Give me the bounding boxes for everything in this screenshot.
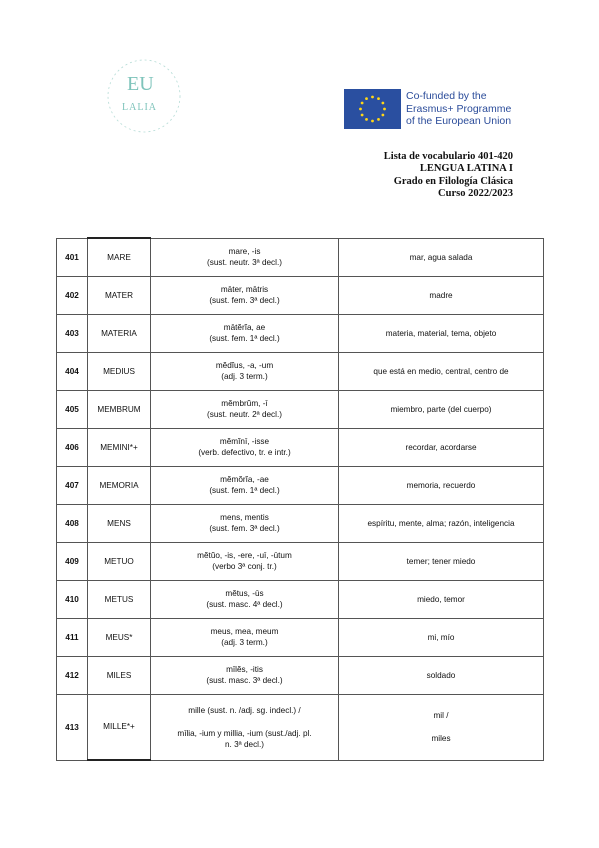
- table-row: [57, 428, 544, 466]
- entry-meaning: [339, 314, 544, 352]
- grammar-line: (verb. defectivo, tr. e intr.): [198, 448, 291, 457]
- table-row: [57, 314, 544, 352]
- grammar-line: (sust. masc. 4ª decl.): [206, 600, 283, 609]
- entry-lemma: MARE: [88, 238, 151, 276]
- entry-number: 404: [57, 352, 88, 390]
- table-row: [57, 580, 544, 618]
- table-row: [57, 694, 544, 760]
- entry-grammar: [151, 618, 339, 656]
- grammar-line: (sust. fem. 3ª decl.): [209, 524, 280, 533]
- entry-grammar: [151, 466, 339, 504]
- table-row: [57, 542, 544, 580]
- table-row: [57, 466, 544, 504]
- entry-lemma: MILES: [88, 656, 151, 694]
- entry-number: 412: [57, 656, 88, 694]
- entry-grammar: [151, 694, 339, 760]
- eu-flag-star: [381, 102, 384, 105]
- grammar-line: (sust. fem. 1ª decl.): [209, 486, 280, 495]
- entry-grammar: [151, 390, 339, 428]
- grammar-line: meus, mea, meum: [210, 627, 279, 636]
- entry-lemma: MILLE*+: [88, 694, 151, 760]
- meaning-line: temer; tener miedo: [406, 556, 476, 566]
- entry-lemma: MENS: [88, 504, 151, 542]
- grammar-line: mĕtus, -ūs: [225, 589, 264, 598]
- eu-flag-star: [381, 114, 384, 117]
- meaning-line: recordar, acordarse: [405, 442, 477, 452]
- grammar-line: mĕdĭus, -a, -um: [215, 361, 274, 370]
- grammar-line: mĕmĭnī, -isse: [219, 437, 270, 446]
- grammar-line: (sust. fem. 1ª decl.): [209, 334, 280, 343]
- table-row: [57, 504, 544, 542]
- eu-flag-star: [371, 96, 374, 99]
- eu-flag-star: [361, 102, 364, 105]
- eu-flag-star: [361, 114, 364, 117]
- eu-flag-icon: [344, 89, 401, 129]
- entry-grammar: [151, 276, 339, 314]
- entry-number: 413: [57, 694, 88, 760]
- heading-subject: LENGUA LATINA I: [419, 163, 513, 175]
- entry-meaning: [339, 618, 544, 656]
- entry-number: 405: [57, 390, 88, 428]
- eu-text-line-2: Erasmus+ Programme: [406, 102, 512, 115]
- grammar-line: mīlĕs, -itis: [226, 665, 263, 674]
- entry-lemma: MEMBRUM: [88, 390, 151, 428]
- entry-lemma: MEMINI*+: [88, 428, 151, 466]
- eu-flag-star: [377, 118, 380, 121]
- grammar-line: (sust. neutr. 2ª decl.): [207, 410, 282, 419]
- entry-lemma: MEUS*: [88, 618, 151, 656]
- grammar-line: mīlia, -ium y millia, -ium (sust./adj. pl.: [177, 728, 312, 738]
- entry-number: 409: [57, 542, 88, 580]
- entry-grammar: [151, 542, 339, 580]
- heading-degree: Grado en Filología Clásica: [393, 175, 513, 187]
- entry-meaning: [339, 238, 544, 276]
- entry-meaning: [339, 466, 544, 504]
- grammar-line: (verbo 3ª conj. tr.): [212, 562, 277, 571]
- entry-number: 411: [57, 618, 88, 656]
- entry-meaning: [339, 428, 544, 466]
- table-row: [57, 390, 544, 428]
- entry-meaning: [339, 352, 544, 390]
- entry-meaning: [339, 580, 544, 618]
- table-row: [57, 656, 544, 694]
- entry-lemma: METUO: [88, 542, 151, 580]
- entry-grammar: [151, 580, 339, 618]
- eu-text-line-3: of the European Union: [406, 115, 512, 127]
- grammar-line: mĕtŭo, -is, -ere, -uī, -ūtum: [197, 551, 292, 560]
- grammar-line: mĕmbrŭm, -ī: [221, 399, 268, 408]
- entry-meaning: [339, 504, 544, 542]
- vocabulary-table: [56, 237, 544, 761]
- grammar-line: mare, -is: [228, 247, 261, 256]
- entry-number: 408: [57, 504, 88, 542]
- heading-title: Lista de vocabulario 401-420: [383, 151, 513, 162]
- entry-meaning: [339, 656, 544, 694]
- svg-text:EU: EU: [127, 73, 154, 95]
- eu-cofunding-banner: [344, 89, 534, 131]
- entry-number: 403: [57, 314, 88, 352]
- entry-grammar: [151, 656, 339, 694]
- grammar-line: (sust. neutr. 3ª decl.): [207, 258, 282, 267]
- entry-grammar: [151, 504, 339, 542]
- entry-grammar: [151, 428, 339, 466]
- meaning-line: miembro, parte (del cuerpo): [390, 404, 492, 414]
- entry-meaning: [339, 390, 544, 428]
- eu-flag-star: [365, 118, 368, 121]
- eu-flag-star: [365, 97, 368, 100]
- table-row: [57, 618, 544, 656]
- eu-flag-star: [383, 108, 386, 111]
- table-row: [57, 276, 544, 314]
- grammar-line: (adj. 3 term.): [221, 372, 268, 381]
- grammar-line: mĕmŏrĭa, -ae: [220, 475, 269, 484]
- meaning-line: mil /: [433, 711, 449, 720]
- meaning-line: mar, agua salada: [409, 252, 473, 262]
- entry-meaning: [339, 276, 544, 314]
- entry-meaning: [339, 694, 544, 760]
- meaning-line: materia, material, tema, objeto: [385, 328, 497, 338]
- grammar-line: mātĕrĭa, ae: [223, 323, 266, 332]
- entry-number: 402: [57, 276, 88, 314]
- meaning-line: soldado: [426, 670, 456, 680]
- meaning-line: mi, mío: [427, 632, 455, 642]
- meaning-line: memoria, recuerdo: [406, 480, 476, 490]
- meaning-line: que está en medio, central, centro de: [373, 366, 509, 376]
- grammar-line: mens, mentis: [220, 513, 269, 522]
- meaning-line: miedo, temor: [417, 594, 465, 604]
- lalia-logo: [100, 52, 188, 140]
- eu-flag-star: [359, 108, 362, 111]
- entry-lemma: MEDIUS: [88, 352, 151, 390]
- eu-flag-star: [371, 120, 374, 123]
- entry-number: 410: [57, 580, 88, 618]
- entry-grammar: [151, 352, 339, 390]
- grammar-line: (adj. 3 term.): [221, 638, 268, 647]
- meaning-line: espíritu, mente, alma; razón, inteligencia: [367, 518, 515, 528]
- logo-text: LALIA: [122, 102, 157, 113]
- table-row: [57, 238, 544, 276]
- meaning-line: madre: [429, 290, 453, 300]
- entry-lemma: METUS: [88, 580, 151, 618]
- entry-lemma: MATERIA: [88, 314, 151, 352]
- grammar-line: (sust. masc. 3ª decl.): [206, 676, 283, 685]
- eu-flag-star: [377, 97, 380, 100]
- entry-meaning: [339, 542, 544, 580]
- entry-number: 406: [57, 428, 88, 466]
- eu-text-line-1: Co-funded by the: [406, 90, 487, 102]
- grammar-line: mille (sust. n. /adj. sg. indecl.) /: [188, 705, 301, 715]
- entry-grammar: [151, 238, 339, 276]
- entry-lemma: MATER: [88, 276, 151, 314]
- grammar-line: māter, mātris: [220, 285, 269, 294]
- entry-number: 401: [57, 238, 88, 276]
- meaning-line: miles: [431, 734, 451, 743]
- grammar-line: (sust. fem. 3ª decl.): [209, 296, 280, 305]
- entry-lemma: MEMORIA: [88, 466, 151, 504]
- grammar-line: n. 3ª decl.): [225, 739, 264, 749]
- entry-number: 407: [57, 466, 88, 504]
- document-heading: [384, 151, 513, 200]
- table-row: [57, 352, 544, 390]
- entry-grammar: [151, 314, 339, 352]
- heading-course: Curso 2022/2023: [438, 187, 513, 199]
